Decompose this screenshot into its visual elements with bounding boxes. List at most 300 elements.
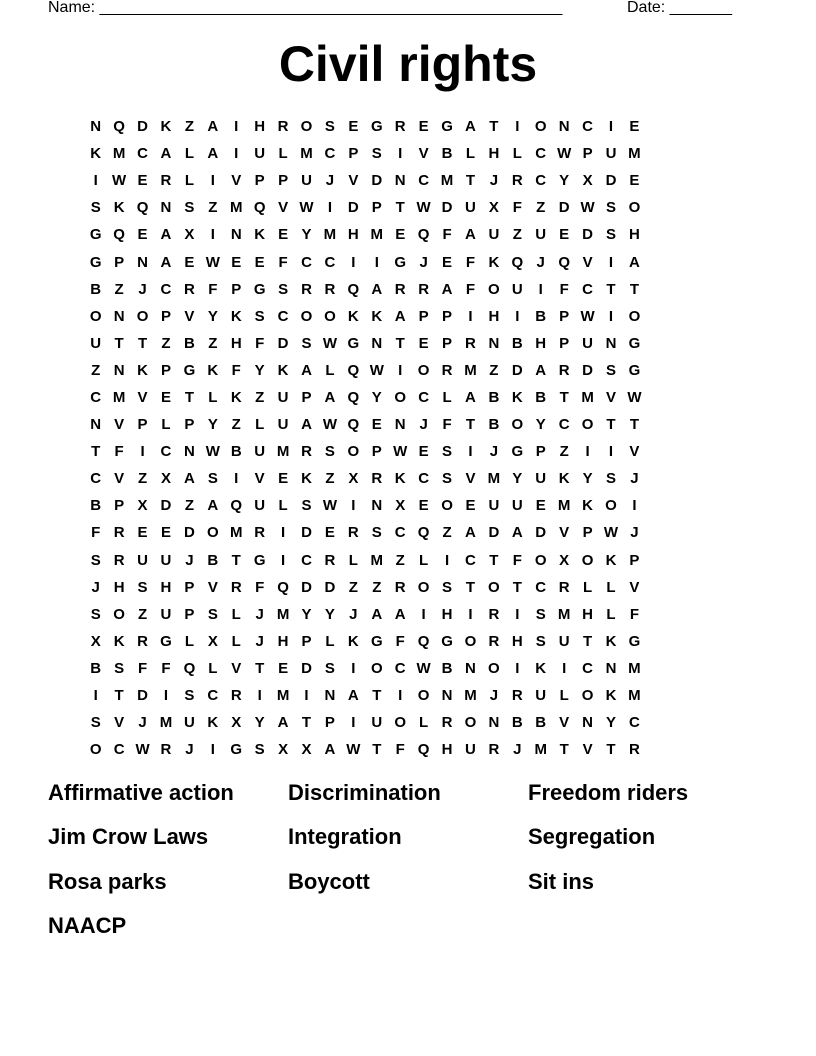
word-list-item: Integration [288,824,402,849]
grid-letter: Y [559,172,570,190]
grid-letter: Q [558,253,570,271]
grid-letter: N [488,714,500,732]
grid-letter: I [163,687,169,705]
grid-letter: P [184,578,195,596]
grid-letter: I [468,605,473,623]
grid-letter: E [559,226,570,244]
grid-letter: A [160,145,172,163]
grid-letter: S [184,199,195,217]
grid-letter: J [489,443,499,461]
grid-letter: I [608,307,614,325]
grid-letter: R [324,551,336,569]
grid-letter: A [207,497,219,515]
grid-letter: B [488,388,500,406]
grid-letter: R [558,578,570,596]
grid-letter: W [322,497,338,515]
grid-letter: Y [324,605,335,623]
grid-letter: P [371,443,382,461]
grid-letter: T [582,632,593,650]
grid-letter: V [114,416,125,434]
grid-letter: O [417,687,430,705]
grid-letter: H [113,578,125,596]
grid-row [84,628,646,655]
grid-letter: R [347,524,359,542]
grid-letter: D [301,659,312,677]
grid-letter: V [582,741,593,759]
grid-letter: J [419,416,428,434]
grid-letter: U [488,497,500,515]
grid-letter: I [562,659,567,677]
grid-letter: B [183,334,195,352]
grid-letter: G [160,632,172,650]
grid-letter: M [370,226,384,244]
grid-letter: M [159,714,173,732]
grid-letter: T [629,416,639,434]
grid-letter: E [278,659,289,677]
grid-letter: J [536,253,545,271]
grid-letter: B [535,714,547,732]
grid-letter: I [351,659,356,677]
grid-letter: E [535,497,546,515]
grid-letter: M [557,605,571,623]
grid-letter: R [488,741,500,759]
grid-letter: K [558,470,570,488]
grid-letter: V [114,714,125,732]
grid-letter: M [534,741,547,759]
grid-letter: S [324,118,335,136]
grid-letter: W [135,741,150,759]
grid-letter: N [183,443,195,461]
grid-letter: T [114,687,124,705]
grid-row [84,709,646,736]
word-list-item: Discrimination [288,780,441,805]
grid-letter: L [231,605,241,623]
grid-letter: O [394,388,407,406]
grid-letter: R [230,578,242,596]
grid-letter: C [90,470,102,488]
grid-letter: D [183,524,195,542]
grid-letter: R [511,687,523,705]
grid-letter: A [628,253,640,271]
grid-letter: Q [136,199,149,217]
grid-letter: E [278,226,289,244]
grid-letter: M [229,199,243,217]
grid-letter: J [325,172,335,190]
grid-letter: D [488,524,500,542]
grid-letter: M [276,443,290,461]
grid-letter: U [605,145,617,163]
grid-letter: B [488,416,500,434]
grid-letter: M [628,659,641,677]
grid-letter: N [394,172,406,190]
grid-letter: C [301,551,312,569]
grid-letter: Q [230,497,243,515]
grid-letter: H [347,226,359,244]
grid-letter: P [301,632,312,650]
grid-letter: E [395,226,406,244]
grid-letter: R [254,524,266,542]
grid-letter: K [301,470,312,488]
grid-letter: K [90,145,102,163]
grid-letter: P [160,361,171,379]
grid-letter: R [394,578,406,596]
grid-letter: B [230,443,242,461]
grid-row [84,248,646,275]
grid-letter: E [160,388,171,406]
grid-letter: F [465,253,476,271]
grid-letter: Z [536,199,546,217]
grid-letter: L [184,172,194,190]
grid-letter: A [207,118,219,136]
grid-letter: L [184,145,194,163]
grid-letter: G [183,361,196,379]
grid-letter: I [515,307,520,325]
grid-letter: V [559,524,570,542]
grid-letter: C [90,388,102,406]
grid-letter: R [277,118,289,136]
grid-letter: P [582,524,593,542]
grid-letter: U [90,334,102,352]
grid-letter: E [418,118,429,136]
grid-letter: D [277,334,289,352]
grid-letter: M [112,145,126,163]
grid-letter: S [605,226,616,244]
grid-letter: H [488,307,500,325]
grid-letter: R [371,470,383,488]
grid-letter: I [468,443,473,461]
grid-letter: V [348,172,359,190]
grid-letter: Y [254,714,265,732]
grid-letter: F [465,280,476,298]
grid-letter: K [277,361,289,379]
grid-letter: N [465,659,476,677]
grid-letter: B [535,307,547,325]
grid-letter: K [230,388,242,406]
grid-letter: O [324,307,336,325]
grid-letter: O [488,280,500,298]
grid-letter: F [278,253,288,271]
grid-letter: S [605,470,616,488]
grid-letter: S [137,578,148,596]
grid-letter: N [90,118,102,136]
grid-letter: A [535,361,547,379]
grid-letter: N [160,199,172,217]
grid-letter: J [489,687,499,705]
grid-letter: O [511,416,524,434]
grid-letter: R [394,280,406,298]
grid-letter: E [278,470,289,488]
grid-letter: V [629,578,640,596]
grid-letter: G [441,632,453,650]
grid-letter: I [608,443,614,461]
grid-letter: O [534,118,547,136]
grid-letter: I [210,226,215,244]
grid-letter: V [231,172,242,190]
grid-letter: L [442,388,452,406]
grid-letter: C [113,741,125,759]
grid-letter: P [231,280,242,298]
grid-letter: P [442,334,453,352]
grid-letter: U [301,172,312,190]
grid-letter: E [231,253,242,271]
grid-letter: V [114,470,125,488]
grid-letter: S [254,307,265,325]
grid-letter: L [606,605,616,623]
grid-letter: W [205,253,220,271]
grid-letter: U [535,226,547,244]
grid-letter: S [207,470,218,488]
grid-letter: Y [207,416,218,434]
grid-letter: L [325,632,335,650]
grid-letter: A [183,470,195,488]
word-list-item: Freedom riders [528,780,689,805]
grid-letter: E [442,253,453,271]
grid-letter: L [278,497,288,515]
grid-letter: M [440,172,454,190]
grid-letter: K [394,470,406,488]
grid-letter: L [559,687,569,705]
grid-row [84,330,646,357]
grid-letter: M [557,497,571,515]
grid-letter: M [300,145,313,163]
grid-letter: T [372,687,382,705]
grid-letter: J [138,714,147,732]
grid-letter: B [90,497,102,515]
grid-letter: A [371,605,383,623]
grid-row [84,465,646,492]
grid-letter: T [91,443,101,461]
word-list-item: NAACP [48,913,127,938]
grid-letter: I [468,307,473,325]
grid-letter: B [511,334,523,352]
grid-letter: D [582,226,593,244]
grid-letter: Q [113,118,125,136]
grid-letter: D [301,578,312,596]
grid-letter: X [184,226,195,244]
grid-letter: R [160,172,172,190]
grid-letter: A [277,714,289,732]
grid-letter: Y [582,470,593,488]
grid-letter: T [489,118,499,136]
grid-letter: L [184,632,194,650]
grid-letter: N [394,416,406,434]
grid-letter: C [137,145,148,163]
grid-letter: J [349,605,358,623]
grid-letter: U [511,497,523,515]
grid-letter: W [346,741,361,759]
grid-letter: K [230,307,242,325]
grid-letter: L [161,416,171,434]
grid-letter: F [442,416,452,434]
grid-letter: K [511,388,523,406]
grid-letter: I [421,605,426,623]
grid-letter: B [511,714,523,732]
grid-letter: P [348,145,359,163]
grid-letter: K [371,307,383,325]
grid-letter: X [231,714,242,732]
grid-letter: R [324,280,336,298]
grid-letter: W [627,388,642,406]
grid-letter: A [301,361,312,379]
grid-letter: J [630,524,639,542]
grid-row [84,601,646,628]
grid-letter: L [582,578,593,596]
grid-letter: V [184,307,195,325]
grid-letter: U [371,714,383,732]
grid-letter: G [628,632,641,650]
grid-letter: N [324,687,336,705]
grid-letter: Z [442,524,452,542]
grid-letter: N [441,687,453,705]
grid-letter: T [137,334,148,352]
grid-letter: K [113,632,125,650]
grid-letter: Z [91,361,101,379]
grid-letter: X [395,497,406,515]
grid-letter: M [628,145,641,163]
grid-letter: I [351,714,356,732]
grid-row [84,303,646,330]
grid-letter: R [441,361,453,379]
grid-letter: G [230,741,243,759]
grid-letter: R [511,172,523,190]
grid-letter: S [301,497,312,515]
grid-letter: L [208,388,218,406]
grid-letter: H [441,605,453,623]
grid-letter: F [512,551,522,569]
grid-letter: O [300,118,313,136]
grid-letter: O [581,687,594,705]
grid-letter: U [535,687,547,705]
grid-letter: Y [301,605,312,623]
grid-letter: J [185,551,194,569]
grid-letter: E [418,497,429,515]
grid-letter: U [511,280,523,298]
grid-letter: A [511,524,523,542]
grid-letter: D [347,199,359,217]
grid-letter: T [465,172,476,190]
grid-letter: R [488,632,500,650]
grid-letter: D [137,118,148,136]
grid-letter: L [231,632,241,650]
grid-letter: Z [559,443,569,461]
grid-letter: K [207,714,219,732]
grid-letter: I [538,280,543,298]
grid-letter: I [281,551,286,569]
grid-letter: C [558,416,570,434]
grid-letter: L [419,551,429,569]
grid-letter: I [608,118,614,136]
grid-letter: S [605,199,616,217]
grid-letter: E [371,416,382,434]
grid-letter: Z [489,361,499,379]
grid-letter: D [441,199,453,217]
grid-letter: B [90,280,102,298]
grid-letter: S [371,145,382,163]
grid-letter: R [465,334,476,352]
grid-letter: I [93,687,98,705]
grid-letter: S [324,443,335,461]
grid-letter: G [394,253,407,271]
grid-row [84,574,646,601]
grid-letter: T [231,551,241,569]
grid-letter: O [113,605,125,623]
grid-letter: W [112,172,127,190]
grid-letter: S [535,605,546,623]
grid-row [84,384,646,411]
grid-letter: Y [535,416,546,434]
grid-letter: I [327,199,333,217]
grid-row [84,655,646,682]
grid-letter: V [582,253,593,271]
grid-letter: Q [347,361,360,379]
grid-letter: Q [347,280,360,298]
grid-letter: E [418,443,429,461]
grid-letter: P [559,334,570,352]
grid-letter: S [254,741,265,759]
grid-letter: N [582,714,593,732]
grid-letter: N [90,416,102,434]
grid-letter: O [347,443,360,461]
grid-letter: Y [512,470,523,488]
grid-letter: R [418,280,430,298]
grid-row [84,411,646,438]
grid-letter: A [160,226,172,244]
grid-letter: Z [114,280,124,298]
grid-letter: V [278,199,289,217]
grid-row [84,519,646,546]
grid-letter: S [301,334,312,352]
grid-letter: L [208,659,218,677]
grid-letter: D [511,361,523,379]
grid-letter: N [137,253,148,271]
grid-letter: Q [347,388,360,406]
grid-letter: M [628,687,641,705]
grid-letter: V [465,470,476,488]
grid-letter: W [603,524,619,542]
grid-letter: O [136,307,149,325]
grid-letter: P [184,605,195,623]
grid-letter: V [137,388,148,406]
grid-letter: C [582,280,593,298]
grid-letter: Z [348,578,358,596]
grid-letter: N [605,659,617,677]
grid-letter: Y [605,714,616,732]
grid-letter: P [559,307,570,325]
grid-letter: C [418,470,430,488]
grid-letter: G [89,253,102,271]
grid-letter: U [160,605,172,623]
grid-letter: R [488,605,500,623]
grid-letter: U [558,632,570,650]
grid-letter: Q [417,226,430,244]
grid-letter: F [395,632,405,650]
grid-letter: K [605,551,617,569]
grid-letter: L [465,145,476,163]
grid-letter: K [347,632,359,650]
grid-letter: D [137,687,148,705]
grid-letter: J [489,172,499,190]
grid-letter: F [114,443,124,461]
grid-letter: Z [372,578,382,596]
grid-letter: I [515,659,520,677]
grid-letter: P [442,307,453,325]
grid-letter: O [464,632,477,650]
grid-letter: R [394,118,406,136]
grid-letter: E [629,172,640,190]
grid-letter: O [581,551,594,569]
grid-letter: I [351,497,356,515]
grid-letter: S [371,524,382,542]
